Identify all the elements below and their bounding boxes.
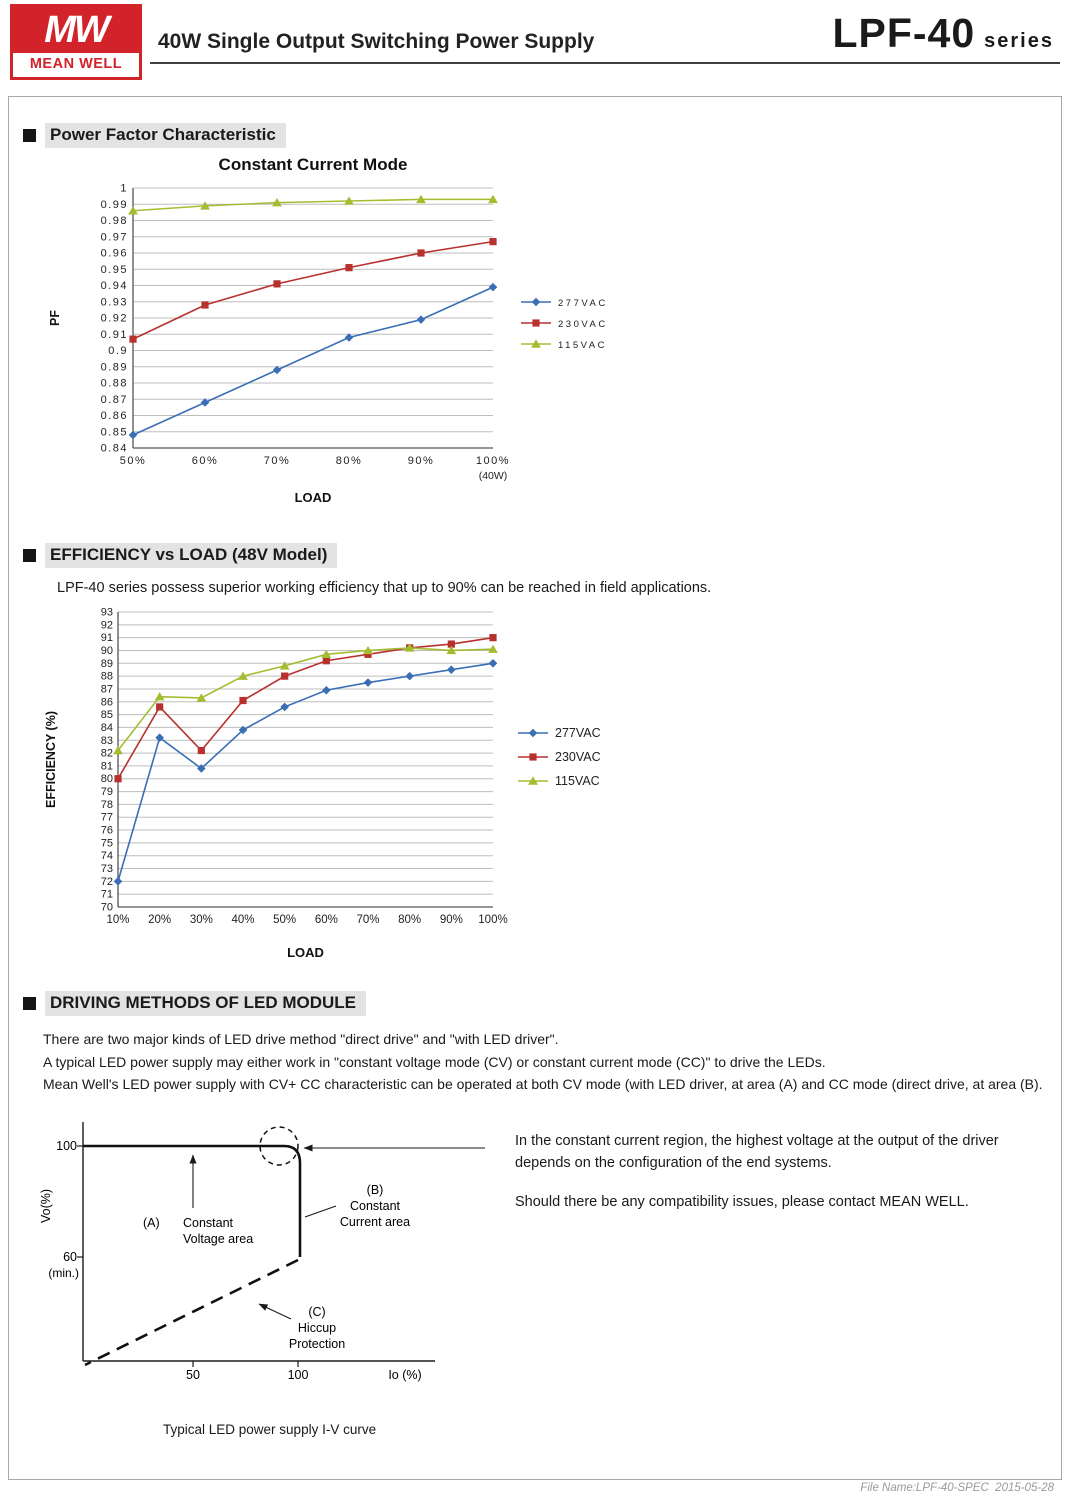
y-tick: 77: [100, 811, 113, 824]
legend-label: 277VAC: [558, 297, 608, 309]
y-tick: 86: [100, 696, 113, 709]
legend-item-115VAC: [518, 774, 600, 788]
y-tick: 0.91: [100, 328, 128, 341]
y-tick: 0.85: [100, 426, 128, 439]
x-tick: 80%: [398, 914, 422, 926]
y-tick: 1: [120, 182, 128, 195]
y-tick: 76: [100, 824, 113, 837]
y-tick: 74: [100, 850, 113, 863]
gridlines: [118, 612, 493, 907]
legend-item-115VAC: [521, 339, 607, 350]
marker-square: [114, 775, 121, 782]
x-tick: 100%: [478, 914, 508, 926]
x-tick: 30%: [189, 914, 213, 926]
section-header-driving-methods: [23, 991, 1047, 1016]
x-tick: 90%: [439, 914, 463, 926]
cc-region-notes: [513, 1106, 1047, 1437]
meanwell-logo: [10, 4, 142, 80]
y-tick: 85: [100, 709, 113, 722]
x-tick: 50%: [119, 455, 147, 467]
y-tick: 93: [100, 606, 113, 619]
y-tick: 0.99: [100, 198, 128, 211]
y-tick: 0.93: [100, 296, 128, 309]
pf-chart-svg: [33, 152, 673, 524]
x-tick: 70%: [263, 455, 291, 467]
section-bullet-icon: [23, 997, 36, 1010]
y-tick-label-60: 60: [63, 1250, 77, 1265]
y-tick: 0.96: [100, 247, 128, 260]
y-tick: 0.88: [100, 377, 128, 390]
x-tick: 90%: [407, 455, 435, 467]
marker-diamond: [322, 686, 331, 695]
y-tick: 0.84: [100, 442, 128, 455]
note-text: In the constant current region, the highest voltage at the output of the driver depends on the configuration of the end systems.: [515, 1133, 999, 1172]
y-tick: 0.86: [100, 410, 128, 422]
legend-item-230VAC: [521, 319, 608, 330]
gridlines: [133, 188, 493, 448]
x-tick: 50%: [273, 914, 297, 926]
content-frame: [8, 96, 1062, 1480]
y-tick: 89: [100, 657, 113, 670]
y-tick: 70: [100, 901, 113, 914]
y-axis-label: EFFICIENCY (%): [44, 711, 58, 808]
y-tick-labels: [101, 183, 128, 455]
marker-square: [529, 753, 536, 760]
marker-diamond: [405, 672, 414, 681]
series-277VAC: [114, 659, 498, 886]
section-bullet-icon: [23, 129, 36, 142]
hiccup-protection-line: [85, 1260, 298, 1365]
mw-logo-icon: MW: [13, 7, 139, 53]
y-tick: 87: [100, 683, 113, 696]
y-tick: 91: [100, 632, 113, 645]
legend-label: 115VAC: [558, 339, 607, 351]
marker-square: [156, 703, 163, 710]
area-b-pointer-line: [305, 1206, 336, 1217]
y-tick: 75: [100, 837, 113, 850]
iv-curve-figure: [23, 1106, 1047, 1437]
y-tick: 83: [100, 734, 113, 747]
legend-item-230VAC: [518, 750, 601, 764]
y-tick: 0.98: [100, 215, 128, 227]
y-tick-labels: [101, 607, 113, 914]
marker-square: [129, 336, 136, 343]
marker-diamond: [447, 665, 456, 674]
x-axis-label: Io (%): [388, 1368, 422, 1383]
y-tick-label-min: (min.): [48, 1266, 79, 1281]
x-tick-labels: [106, 914, 507, 926]
series-230VAC: [129, 238, 496, 343]
logo-name: MEAN WELL: [29, 56, 123, 72]
x-tick: 60%: [314, 914, 338, 926]
driving-methods-text: [43, 1028, 1047, 1096]
x-tick: 40%: [231, 914, 255, 926]
section-bullet-icon: [23, 549, 36, 562]
section-title: EFFICIENCY vs LOAD (48V Model): [45, 543, 337, 568]
marker-square: [198, 747, 205, 754]
marker-square: [273, 280, 280, 287]
y-axis-label: Vo(%): [39, 1188, 53, 1224]
efficiency-chart-svg: [33, 598, 673, 970]
x-axis-label: LOAD: [287, 945, 324, 960]
x-tick: 100%: [475, 455, 511, 467]
y-tick: 80: [100, 773, 113, 786]
marker-diamond: [280, 703, 289, 712]
section-title: DRIVING METHODS OF LED MODULE: [45, 991, 366, 1016]
y-tick: 90: [100, 644, 113, 657]
area-c-arrow: [259, 1304, 291, 1319]
product-suffix: series: [984, 30, 1054, 52]
iv-curve-diagram-column: [23, 1106, 513, 1437]
marker-square: [417, 249, 424, 256]
legend-item-277VAC: [521, 298, 608, 309]
legend-item-277VAC: [518, 726, 601, 740]
y-tick: 88: [100, 670, 113, 683]
marker-diamond: [489, 659, 498, 668]
chart-title: Constant Current Mode: [218, 155, 408, 174]
y-tick: 0.92: [100, 312, 128, 325]
marker-square: [201, 301, 208, 308]
x-tick: 70%: [356, 914, 380, 926]
y-tick: 0.95: [100, 263, 128, 276]
y-tick: 79: [100, 786, 113, 799]
area-a-label-line2: Voltage area: [183, 1232, 254, 1247]
area-c-label-line2: Hiccup: [297, 1321, 337, 1336]
x-axis-label: LOAD: [294, 490, 332, 505]
legend-label: 115VAC: [555, 773, 600, 788]
section-header-power-factor: [23, 123, 1047, 148]
iv-curve-diagram: [33, 1106, 503, 1416]
area-c-label-line3: Protection: [288, 1337, 346, 1352]
marker-diamond: [417, 315, 426, 324]
x-tick-label-50: 50: [186, 1368, 200, 1383]
file-name-footer: File Name:LPF-40-SPEC 2015-05-28: [860, 1482, 1054, 1494]
y-tick: 82: [100, 747, 113, 760]
paragraph: Mean Well's LED power supply with CV+ CC characteristic can be operated at both CV mode (with LED driver, at area (A) and CC mode (direct drive, at area (B).: [43, 1076, 1043, 1093]
product-series-title: [832, 10, 1054, 57]
marker-square: [345, 264, 352, 271]
marker-diamond: [114, 877, 123, 886]
y-tick: 92: [100, 619, 113, 632]
marker-diamond: [364, 678, 373, 687]
x-tick: 80%: [335, 455, 363, 467]
marker-diamond: [532, 298, 541, 307]
marker-square: [489, 238, 496, 245]
product-name: LPF-40: [832, 10, 976, 56]
marker-diamond: [489, 283, 498, 292]
area-a-label-line1: Constant: [183, 1216, 234, 1231]
y-tick-label-100: 100: [56, 1139, 77, 1154]
y-axis-label: PF: [48, 310, 62, 326]
x-tick-labels: [120, 455, 510, 467]
section-header-efficiency: [23, 543, 1047, 568]
y-tick: 73: [100, 863, 113, 876]
diagram-caption: Typical LED power supply I-V curve: [163, 1422, 377, 1438]
series-230VAC: [114, 634, 496, 782]
paragraph: There are two major kinds of LED drive method "direct drive" and "with LED driver".: [43, 1031, 559, 1047]
page-title: 40W Single Output Switching Power Supply: [158, 30, 595, 53]
marker-square: [281, 673, 288, 680]
legend-label: 230VAC: [558, 318, 608, 330]
x-axis-note: (40W): [478, 470, 508, 482]
y-tick: 0.97: [100, 231, 128, 244]
y-tick: 81: [100, 760, 113, 773]
note-text: Should there be any compatibility issues, please contact MEAN WELL.: [515, 1193, 969, 1210]
y-tick: 72: [100, 875, 113, 888]
header-divider: [150, 62, 1060, 64]
x-tick-label-100: 100: [287, 1368, 309, 1383]
area-b-label-line2: Constant: [349, 1199, 401, 1214]
marker-square: [489, 634, 496, 641]
efficiency-description: LPF-40 series possess superior working efficiency that up to 90% can be reached in field applications.: [57, 580, 712, 596]
area-b-label-line3: Current area: [339, 1215, 411, 1230]
y-tick: 78: [100, 798, 113, 811]
section-title: Power Factor Characteristic: [45, 123, 286, 148]
y-tick: 0.9: [108, 345, 128, 357]
area-c-label-line1: (C): [308, 1305, 326, 1320]
marker-square: [323, 657, 330, 664]
paragraph: A typical LED power supply may either work in "constant voltage mode (CV) or constant current mode (CC)" to drive the LEDs.: [43, 1053, 826, 1070]
efficiency-chart: [33, 598, 1047, 975]
x-tick: 60%: [191, 455, 219, 467]
y-tick: 71: [100, 888, 113, 901]
y-tick: 84: [100, 721, 113, 734]
marker-square: [532, 319, 539, 326]
x-tick: 20%: [148, 914, 172, 926]
y-tick: 0.94: [100, 280, 128, 292]
legend-label: 230VAC: [555, 749, 601, 764]
marker-diamond: [529, 729, 538, 738]
marker-square: [239, 697, 246, 704]
legend-label: 277VAC: [555, 725, 601, 740]
y-tick: 0.87: [100, 393, 128, 406]
pf-chart: [33, 152, 1047, 529]
area-a-label-prefix: (A): [143, 1216, 160, 1231]
y-tick: 0.89: [100, 361, 128, 374]
x-tick: 10%: [106, 914, 130, 926]
area-b-label-line1: (B): [366, 1183, 384, 1198]
